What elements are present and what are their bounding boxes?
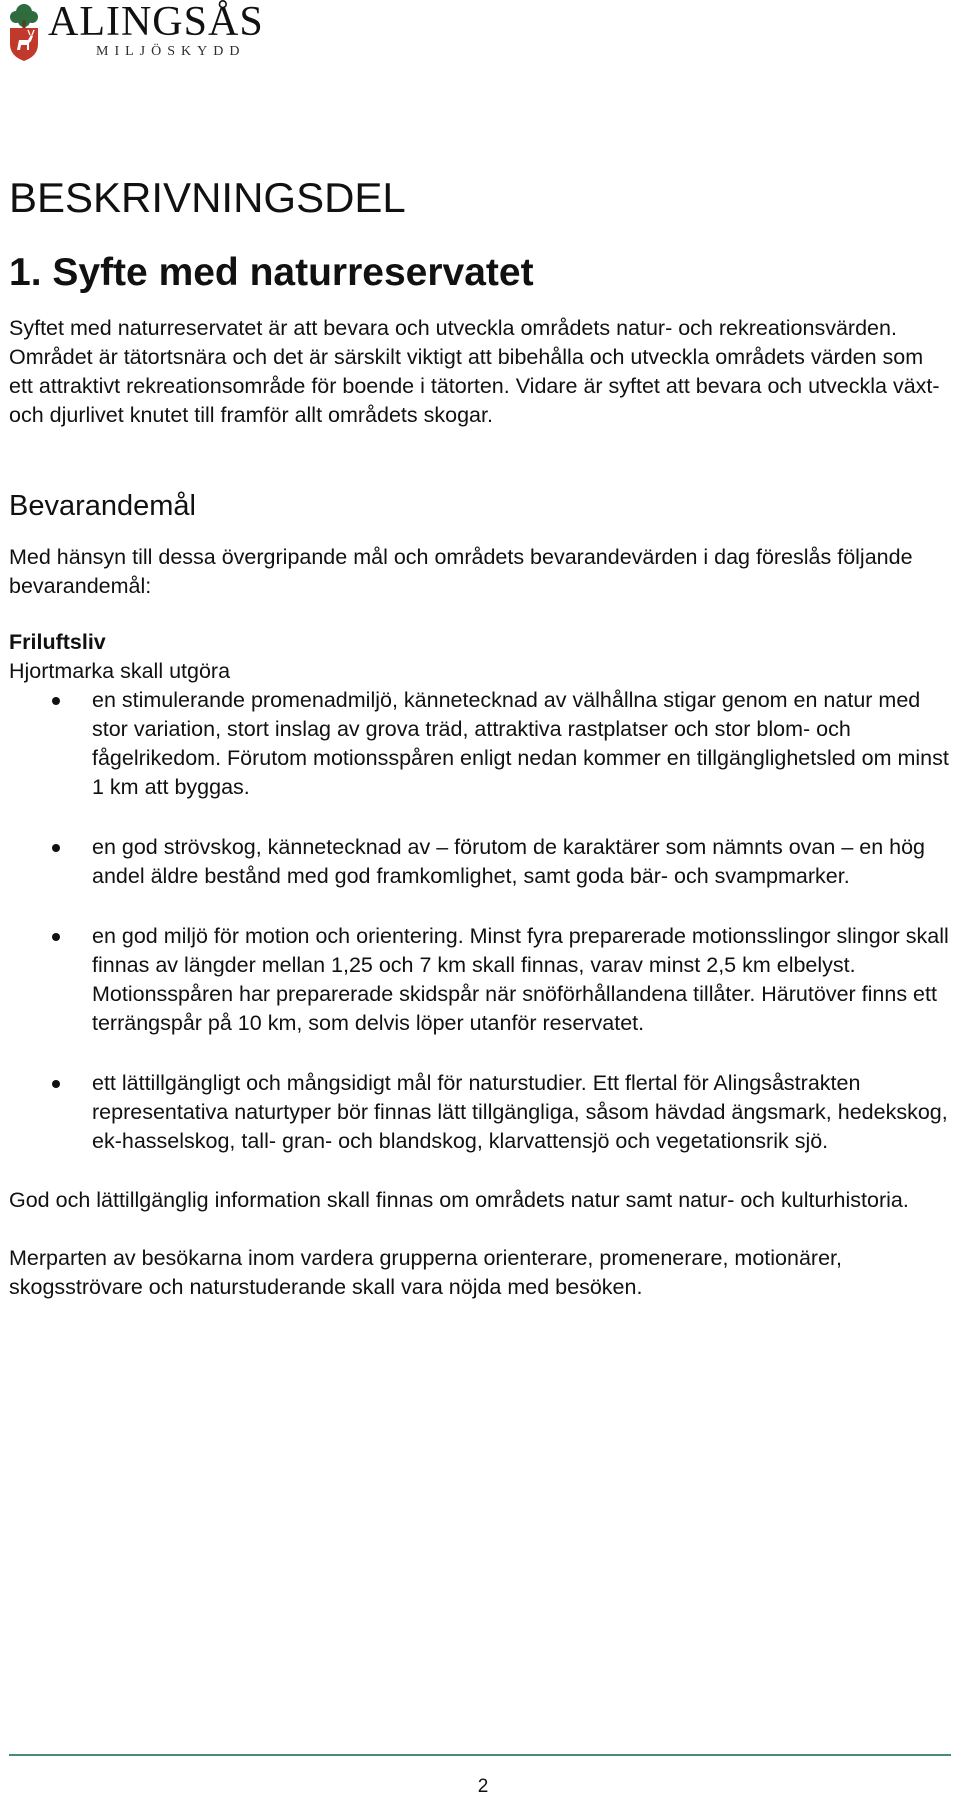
list-item: [9, 922, 949, 1038]
heading-conservation-goals: Bevarandemål: [9, 490, 196, 522]
list-item: [9, 833, 949, 891]
bullet-icon: [52, 933, 60, 941]
logo-subtitle: MILJÖSKYDD: [96, 44, 246, 59]
alingsas-miljoskydd-logo: [6, 2, 271, 62]
document-body: [9, 168, 949, 1302]
visitors-paragraph: Merparten av besökarna inom vardera grupperna orienterare, promenerare, motionärer, skogsströvare och naturstuderande skall vara nöjda med besöken.: [9, 1246, 842, 1299]
bullet-icon: [52, 697, 60, 705]
footer-divider: [9, 1754, 951, 1756]
list-item-text: en stimulerande promenadmiljö, kännetecknad av välhållna stigar genom en natur med stor variation, stort inslag av grova träd, attraktiva rastplatser och stor blom- och fågelrikedom. Förutom motionsspåren enligt nedan kommer en tillgänglighetsled om minst 1 km att byggas.: [92, 688, 949, 799]
section-title: BESKRIVNINGSDEL: [9, 174, 406, 221]
purpose-paragraph: Syftet med naturreservatet är att bevara och utveckla områdets natur- och rekreationsvärden. Området är tätortsnära och det är särskilt viktigt att bibehålla och utveckla områdets värden som ett attraktivt rekreationsområde för boende i tätorten. Vidare är syftet att bevara och utveckla växt- och djurlivet knutet till framför allt områdets skogar.: [9, 316, 940, 427]
goal-bullet-list: [9, 686, 949, 1156]
list-item-text: ett lättillgängligt och mångsidigt mål för naturstudier. Ett flertal för Alingsåstrakten representativa naturtyper bör finnas lätt tillgängliga, såsom hävdad ängsmark, hedekskog, ek-hasselskog, tall- gran- och blandskog, klarvattensjö och vegetationsrik sjö.: [92, 1071, 948, 1153]
list-item-text: en god miljö för motion och orientering. Minst fyra preparerade motionsslingor slingor skall finnas av längder mellan 1,25 och 7 km skall finnas, varav minst 2,5 km elbelyst. Motionsspåren har preparerade skidspår när snöförhållandena tillåter. Härutöver finns ett terrängspår på 10 km, som delvis löper utanför reservatet.: [92, 924, 949, 1035]
heading-purpose: 1. Syfte med naturreservatet: [9, 251, 534, 294]
subheading-outdoor-recreation: Friluftsliv: [9, 630, 106, 654]
information-paragraph: God och lättillgänglig information skall finnas om områdets natur samt natur- och kulturhistoria.: [9, 1188, 909, 1212]
list-intro: Hjortmarka skall utgöra: [9, 659, 231, 683]
conservation-goals-intro: Med hänsyn till dessa övergripande mål och områdets bevarandevärden i dag föreslås följande bevarandemål:: [9, 545, 913, 598]
list-item: [9, 686, 949, 802]
bullet-icon: [52, 1080, 60, 1088]
list-item: [9, 1069, 949, 1156]
logo-wordmark: ALINGSÅS: [48, 0, 264, 45]
page-number: 2: [477, 1776, 489, 1797]
alingsas-coat-of-arms-icon: [6, 2, 42, 62]
list-item-text: en god strövskog, kännetecknad av – förutom de karaktärer som nämnts ovan – en hög andel äldre bestånd med god framkomlighet, samt goda bär- och svampmarker.: [92, 835, 926, 888]
bullet-icon: [52, 844, 60, 852]
